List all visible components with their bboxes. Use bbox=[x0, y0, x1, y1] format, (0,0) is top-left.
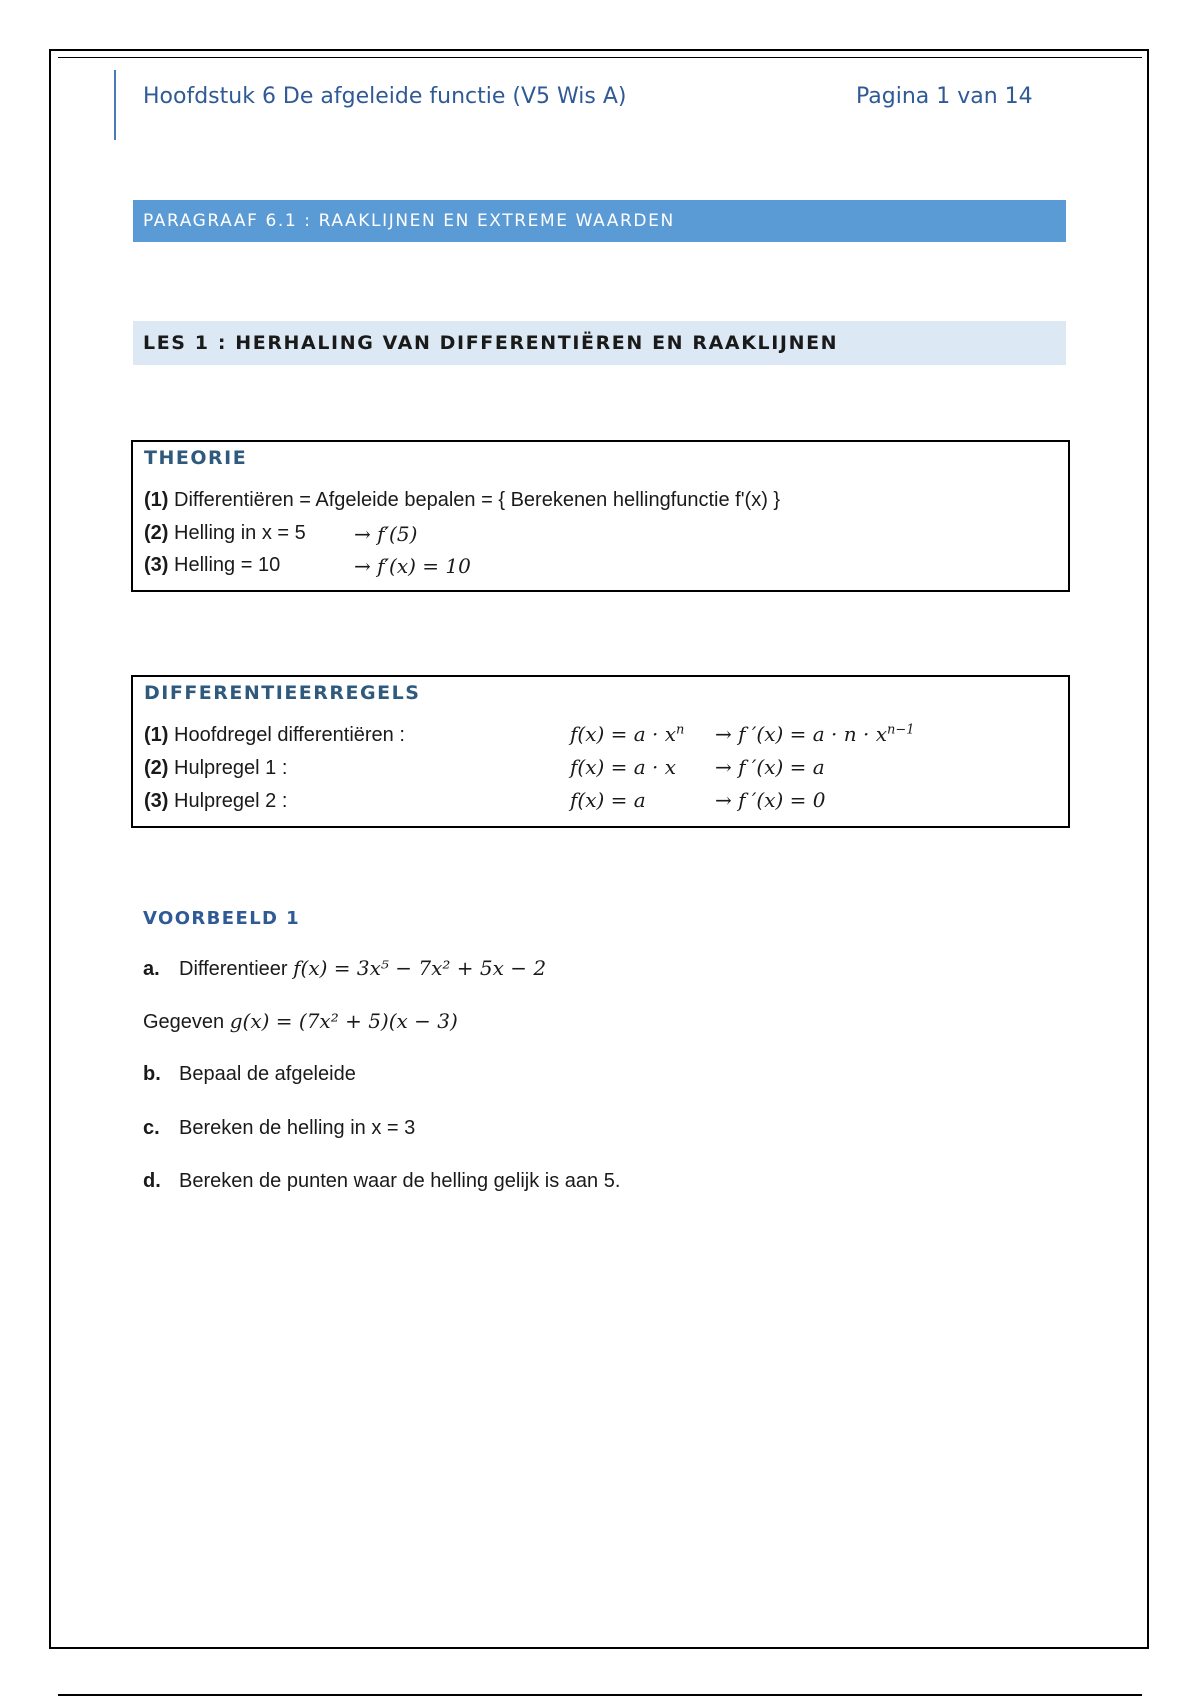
regel-lhs-1 bbox=[570, 722, 684, 746]
regel-lhs-3: f(x) = a bbox=[570, 788, 646, 812]
regel-item-3 bbox=[144, 790, 287, 813]
voorbeeld-title: VOORBEELD 1 bbox=[143, 908, 300, 929]
item-text: Hulpregel 1 : bbox=[174, 757, 288, 779]
formula-rhs: → f ′(x) = a · n · x bbox=[715, 722, 888, 746]
question-text: Differentieer bbox=[179, 958, 288, 980]
given-line bbox=[143, 1009, 458, 1034]
bottom-rule bbox=[58, 1694, 1142, 1696]
item-text: Hulpregel 2 : bbox=[174, 790, 288, 812]
frame-top-rule bbox=[58, 57, 1142, 58]
question-label: b. bbox=[143, 1063, 161, 1085]
regel-lhs-2: f(x) = a · x bbox=[570, 755, 677, 779]
theorie-item-1 bbox=[144, 489, 780, 512]
question-label: c. bbox=[143, 1117, 160, 1139]
lesson-title: LES 1 : HERHALING VAN DIFFERENTIËREN EN RAAKLIJNEN bbox=[143, 332, 839, 354]
page-number: Pagina 1 van 14 bbox=[856, 84, 1033, 109]
question-text: Bereken de punten waar de helling gelijk is aan 5. bbox=[179, 1170, 621, 1192]
regel-rhs-2: → f ′(x) = a bbox=[715, 755, 825, 779]
regels-title: DIFFERENTIEERREGELS bbox=[144, 682, 421, 704]
regel-rhs-3: → f ′(x) = 0 bbox=[715, 788, 826, 812]
regel-item-2 bbox=[144, 757, 287, 780]
theorie-formula-3: → f′(x) = 10 bbox=[354, 554, 471, 578]
item-number: (3) bbox=[144, 790, 169, 812]
lesson-banner bbox=[133, 321, 1066, 365]
item-text: Helling in x = 5 bbox=[174, 522, 306, 544]
theorie-title: THEORIE bbox=[144, 447, 248, 469]
theorie-item-2 bbox=[144, 522, 306, 545]
question-text: Bepaal de afgeleide bbox=[179, 1063, 356, 1085]
item-number: (1) bbox=[144, 724, 169, 746]
theorie-box bbox=[131, 440, 1070, 592]
question-b bbox=[143, 1063, 356, 1086]
paragraph-banner bbox=[133, 200, 1066, 242]
question-label: a. bbox=[143, 958, 160, 980]
regels-box bbox=[131, 675, 1070, 828]
formula-lhs: f(x) = a · x bbox=[570, 722, 677, 746]
page-frame bbox=[49, 49, 1149, 1649]
exponent: n−1 bbox=[887, 722, 915, 738]
theorie-formula-2: → f′(5) bbox=[354, 522, 418, 546]
chapter-title: Hoofdstuk 6 De afgeleide functie (V5 Wis A) bbox=[143, 84, 627, 109]
question-c bbox=[143, 1117, 415, 1140]
question-a bbox=[143, 956, 546, 981]
given-text: Gegeven bbox=[143, 1011, 225, 1033]
theorie-item-3 bbox=[144, 554, 280, 577]
item-number: (2) bbox=[144, 757, 169, 779]
regel-rhs-1 bbox=[715, 722, 915, 746]
question-d bbox=[143, 1170, 620, 1193]
question-text: Bereken de helling in x = 3 bbox=[179, 1117, 416, 1139]
exponent: n bbox=[676, 722, 685, 738]
header-accent-bar bbox=[114, 70, 116, 140]
given-formula: g(x) = (7x² + 5)(x − 3) bbox=[229, 1009, 458, 1033]
question-label: d. bbox=[143, 1170, 161, 1192]
question-formula: f(x) = 3x⁵ − 7x² + 5x − 2 bbox=[293, 956, 547, 980]
regel-item-1 bbox=[144, 724, 405, 747]
item-text: Hoofdregel differentiëren : bbox=[174, 724, 405, 746]
paragraph-title: PARAGRAAF 6.1 : RAAKLIJNEN EN EXTREME WAARDEN bbox=[143, 211, 675, 231]
item-number: (1) bbox=[144, 489, 169, 511]
item-text: Helling = 10 bbox=[174, 554, 281, 576]
item-number: (2) bbox=[144, 522, 169, 544]
item-text: Differentiëren = Afgeleide bepalen = { Berekenen hellingfunctie f'(x) } bbox=[174, 489, 781, 511]
item-number: (3) bbox=[144, 554, 169, 576]
